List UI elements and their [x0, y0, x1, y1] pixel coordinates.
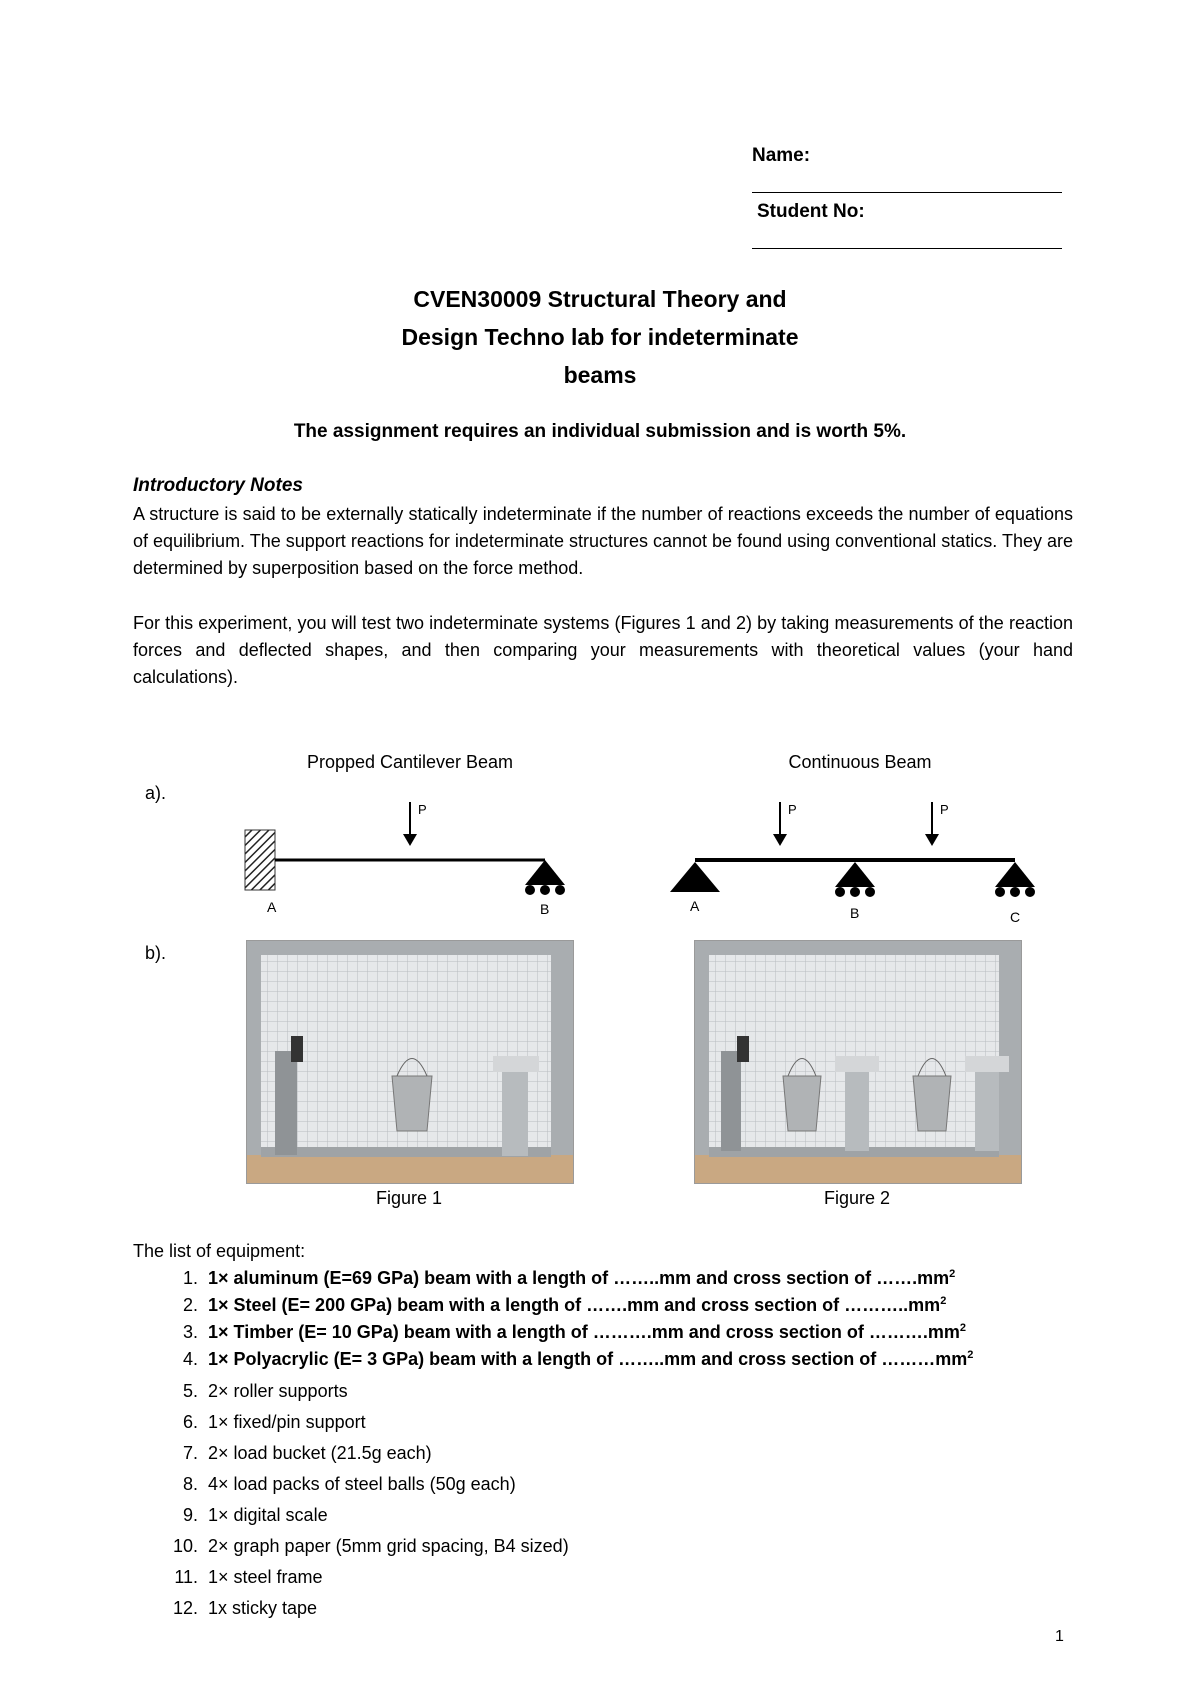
list-item-text: 2× graph paper (5mm grid spacing, B4 sized): [208, 1536, 569, 1556]
list-item-text: 1× aluminum (E=69 GPa) beam with a length of ……..mm and cross section of …….mm: [208, 1268, 950, 1288]
load-label-1: P: [788, 802, 797, 817]
list-item-text: 1× steel frame: [208, 1567, 323, 1587]
propped-cantilever-title: Propped Cantilever Beam: [306, 752, 514, 772]
continuous-beam-title: Continuous Beam: [788, 752, 932, 772]
student-no-underline: [752, 248, 1062, 249]
propped-cantilever-diagram: [240, 790, 580, 920]
student-no-label: Student No:: [757, 201, 865, 222]
list-item-number: 3.: [182, 1322, 198, 1342]
support-label-b: B: [540, 901, 550, 917]
figure-2-caption: Figure 2: [823, 1188, 891, 1208]
load-label: P: [418, 802, 427, 817]
list-item-number: 1.: [182, 1268, 198, 1288]
superscript: 2: [959, 1322, 966, 1334]
superscript: 2: [940, 1295, 947, 1307]
assignment-note: The assignment requires an individual submission and is worth 5%.: [293, 421, 907, 442]
support-label-b: B: [850, 905, 860, 921]
list-item-number: 7.: [182, 1443, 198, 1463]
list-item-text: 1× fixed/pin support: [208, 1412, 366, 1432]
list-item-number: 9.: [182, 1505, 198, 1525]
roller-support-b: [525, 860, 565, 885]
intro-paragraph-1: A structure is said to be externally statically indeterminate if the number of reactions exceeds the number of equations of equilibrium. The support reactions for indeterminate structures cannot be found using conventional statics. They are determined by superposition based on the force method.: [133, 504, 1073, 578]
load-label-2: P: [940, 802, 949, 817]
list-item-number: 2.: [182, 1295, 198, 1315]
superscript: 2: [949, 1268, 956, 1280]
support-label-a: A: [267, 899, 277, 915]
list-item-text: 1× Timber (E= 10 GPa) beam with a length of ……….mm and cross section of ……….mm: [208, 1322, 960, 1342]
list-item-text: 2× roller supports: [208, 1381, 348, 1401]
figure-1-caption: Figure 1: [375, 1188, 443, 1208]
row-b-label: b).: [145, 943, 167, 963]
row-a-label: a).: [145, 783, 167, 803]
title-line-2: Design Techno lab for indeterminate: [401, 324, 799, 350]
list-item-number: 8.: [182, 1474, 198, 1494]
support-label-c: C: [1010, 909, 1021, 925]
name-underline: [752, 192, 1062, 193]
title-line-3: beams: [563, 362, 637, 388]
list-item-text: 1× digital scale: [208, 1505, 328, 1525]
pin-support-a: [670, 862, 720, 892]
superscript: 2: [967, 1349, 974, 1361]
list-item-text: 1× Steel (E= 200 GPa) beam with a length of …….mm and cross section of ………..mm: [208, 1295, 941, 1315]
list-item-number: 12.: [172, 1598, 198, 1618]
roller-support-c: [995, 862, 1035, 887]
fixed-support-hatch: [245, 830, 275, 890]
intro-heading: Introductory Notes: [133, 475, 303, 496]
page-number: 1: [1055, 1628, 1064, 1645]
name-label: Name:: [752, 145, 811, 166]
list-item-number: 10.: [172, 1536, 198, 1556]
list-item-text: 1x sticky tape: [208, 1598, 318, 1618]
list-item-text: 1× Polyacrylic (E= 3 GPa) beam with a length of ……..mm and cross section of ………mm: [208, 1349, 968, 1369]
equipment-heading: The list of equipment:: [133, 1241, 306, 1261]
intro-paragraph-2: For this experiment, you will test two indeterminate systems (Figures 1 and 2) by taking measurements of the reaction forces and deflected shapes, and then comparing your measurements with theoretical values (your hand calculations).: [133, 613, 1073, 687]
figure-1-photo: [246, 940, 574, 1184]
list-item-text: 4× load packs of steel balls (50g each): [208, 1474, 516, 1494]
load-arrowhead: [403, 834, 417, 846]
support-label-a: A: [690, 898, 700, 914]
list-item-number: 5.: [182, 1381, 198, 1401]
title-line-1: CVEN30009 Structural Theory and: [413, 286, 787, 312]
continuous-beam-diagram: [665, 790, 1065, 930]
figure-2-photo: [694, 940, 1022, 1184]
list-item-number: 11.: [174, 1567, 198, 1587]
list-item-number: 6.: [182, 1412, 198, 1432]
list-item-text: 2× load bucket (21.5g each): [208, 1443, 432, 1463]
roller-support-b: [835, 862, 875, 887]
document-title: [0, 280, 1200, 394]
list-item-number: 4.: [182, 1349, 198, 1369]
